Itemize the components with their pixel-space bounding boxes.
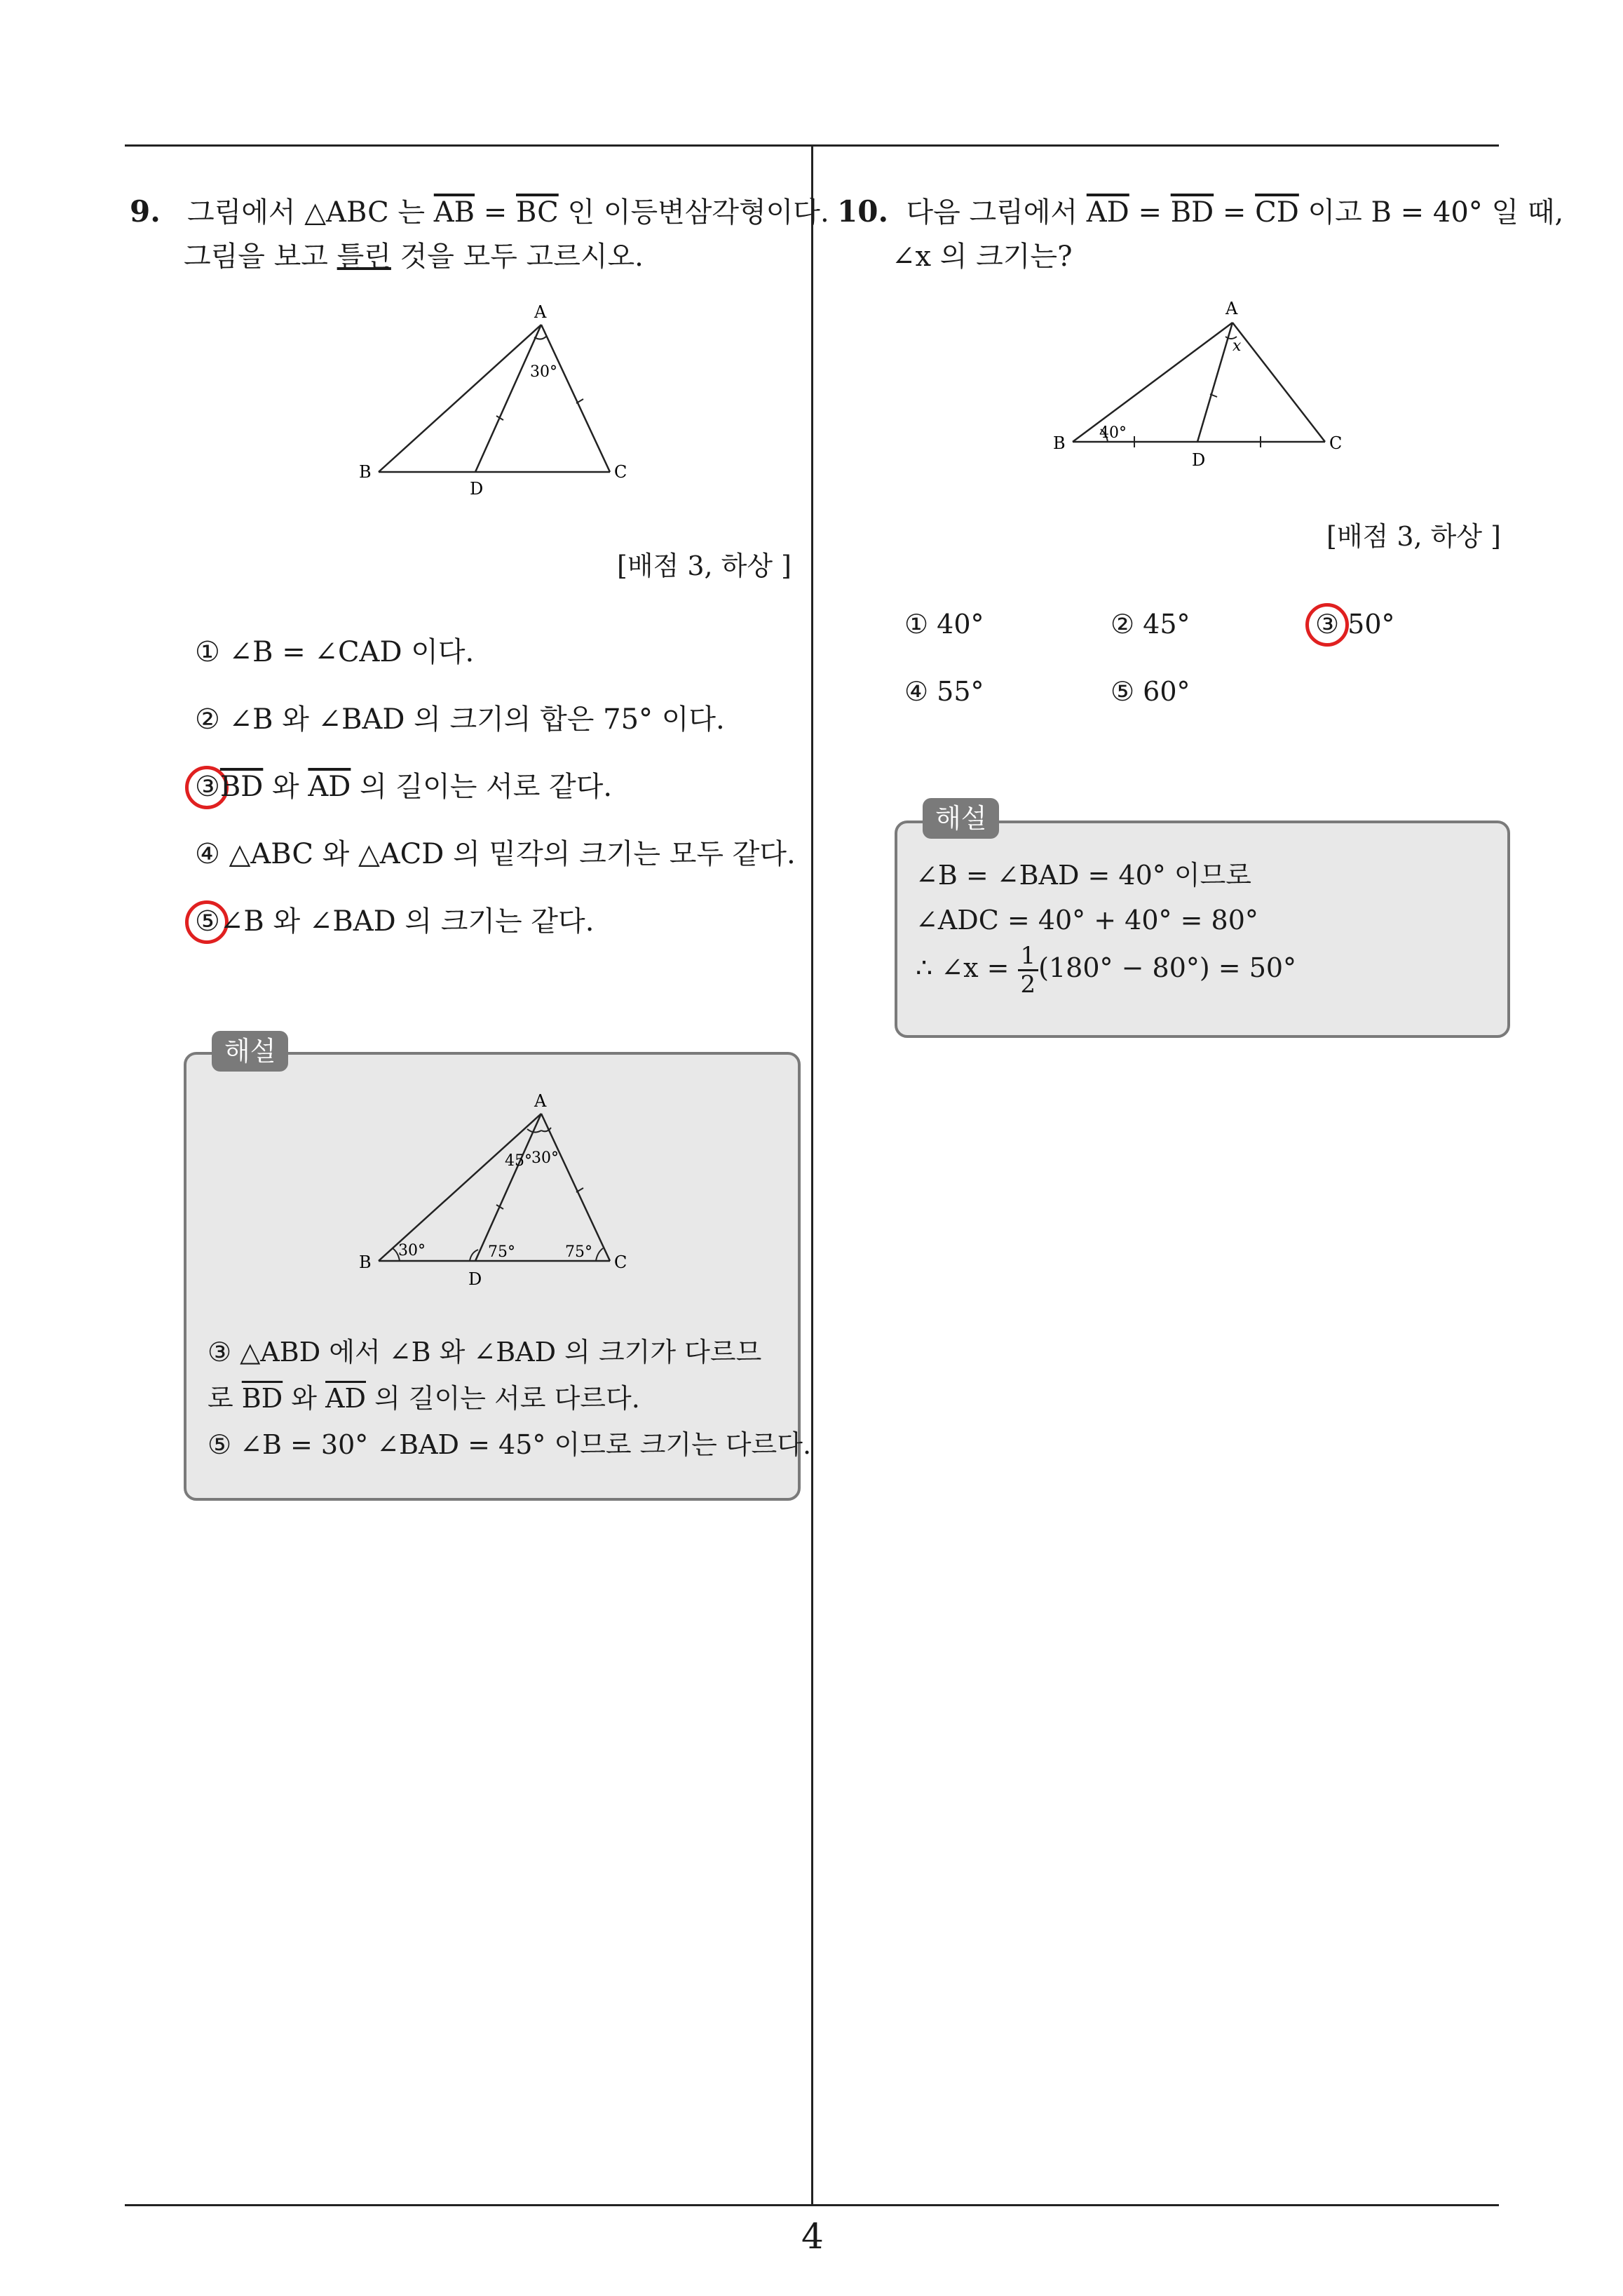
q10-option-4-mark: ④ <box>904 676 929 707</box>
q9-sol-label-c: C <box>614 1252 627 1272</box>
q10-sol-frac-num: 1 <box>1018 943 1039 971</box>
q9-line2-underlined: 틀린 <box>337 241 391 273</box>
q10-eq1: = <box>1129 196 1171 229</box>
q10-solution-line2: ∠ADC = 40° + 40° = 80° <box>916 905 1258 936</box>
q10-sol-frac-den: 2 <box>1020 971 1036 999</box>
q9-option-2-text: ∠B 와 ∠BAD 의 크기의 합은 75° 이다. <box>219 703 725 736</box>
q10-option-4-text: 55° <box>928 676 984 707</box>
q10-triangle-figure <box>1045 293 1360 475</box>
q10-option-3-text: 50° <box>1339 609 1395 640</box>
q10-line1-b: 이고 B = 40° 일 때, <box>1298 196 1564 229</box>
q9-solution-tab: 해설 <box>212 1031 288 1072</box>
q9-option-1-text: ∠B = ∠CAD 이다. <box>219 636 475 668</box>
q9-option-2 <box>195 698 725 741</box>
q9-option-4 <box>195 833 796 875</box>
q10-option-3 <box>1315 609 1395 640</box>
q9-sol-line2-bd: $\overline{BD}$ <box>241 1383 283 1414</box>
q9-line2-b: 것을 모두 고르시오. <box>391 241 644 273</box>
q9-segment-bc: $\overline{BC}$ <box>516 196 559 229</box>
q9-fig-label-a: A <box>534 302 547 322</box>
column-divider <box>811 144 813 2206</box>
q10-segment-cd: $\overline{CD}$ <box>1255 196 1299 229</box>
q10-solution-line3 <box>916 943 1296 998</box>
bottom-rule <box>125 2204 1499 2206</box>
q10-option-4 <box>904 676 984 707</box>
q10-segment-ad: $\overline{AD}$ <box>1086 196 1129 229</box>
q9-sol-angle-c75: 75° <box>565 1243 592 1261</box>
q10-fig-label-a: A <box>1225 299 1238 318</box>
q9-line2-a: 그림을 보고 <box>184 241 337 273</box>
q9-option-5-mark: ⑤ <box>195 905 220 938</box>
q9-option-4-text: △ABC 와 △ACD 의 밑각의 크기는 모두 같다. <box>219 838 796 870</box>
q9-sol-label-a: A <box>534 1091 547 1111</box>
q9-eq: = <box>475 196 516 229</box>
q10-line2: ∠x 의 크기는? <box>892 241 1073 273</box>
q9-fig-label-c: C <box>614 462 627 482</box>
q10-fig-label-x: x <box>1232 337 1242 355</box>
q9-sol-label-b: B <box>359 1252 372 1272</box>
q9-line1-a: 그림에서 △ABC 는 <box>187 196 434 229</box>
q10-fig-label-b: B <box>1053 433 1066 453</box>
q10-segment-bd: $\overline{BD}$ <box>1170 196 1214 229</box>
q10-option-1-mark: ① <box>904 609 929 640</box>
q9-score: [배점 3, 하상 ] <box>617 551 792 581</box>
q10-score: [배점 3, 하상 ] <box>1326 521 1501 552</box>
q10-option-1-text: 40° <box>928 609 984 640</box>
q9-sol-label-d: D <box>468 1269 482 1289</box>
q10-sol-line3-a: ∴ ∠x = <box>916 952 1018 983</box>
q9-triangle-figure <box>351 298 645 501</box>
q10-fig-label-d: D <box>1192 450 1206 470</box>
q10-option-1 <box>904 609 984 640</box>
q10-option-5-text: 60° <box>1134 676 1190 707</box>
q9-line1 <box>130 191 829 234</box>
q9-solution-figure <box>351 1087 645 1290</box>
q9-sol-line2-c: 의 길이는 서로 다르다. <box>366 1383 640 1414</box>
q9-option-5-text: ∠B 와 ∠BAD 의 크기는 같다. <box>219 905 595 938</box>
q9-fig-label-b: B <box>359 462 372 482</box>
page-number: 4 <box>801 2216 824 2257</box>
q10-solution-tab: 해설 <box>923 798 999 839</box>
q9-option-3 <box>195 766 612 808</box>
q10-sol-line3-b: (180° − 80°) = 50° <box>1038 952 1297 983</box>
q9-option-2-mark: ② <box>195 703 220 736</box>
q10-line1 <box>837 191 1563 234</box>
q9-option-3-ad: $\overline{AD}$ <box>308 771 351 803</box>
q9-option-1-mark: ① <box>195 636 220 668</box>
q9-sol-angle-d75: 75° <box>488 1243 515 1261</box>
q10-eq2: = <box>1214 196 1256 229</box>
q9-fig-label-d: D <box>470 479 484 499</box>
q10-sol-fraction <box>1018 943 1039 998</box>
q9-sol-line2-ad: $\overline{AD}$ <box>325 1383 366 1414</box>
q10-fig-angle: 40° <box>1099 424 1127 442</box>
q9-option-4-mark: ④ <box>195 838 220 870</box>
q10-fig-label-c: C <box>1329 433 1343 453</box>
q9-option-1 <box>195 631 474 673</box>
q10-option-3-mark: ③ <box>1315 609 1340 640</box>
q9-option-3-rest: 의 길이는 서로 같다. <box>351 771 613 803</box>
q10-option-2 <box>1111 609 1190 640</box>
q9-sol-angle-30: 30° <box>531 1149 559 1167</box>
q10-number: 10. <box>837 194 889 229</box>
q9-solution-line3: ⑤ ∠B = 30° ∠BAD = 45° 이므로 크기는 다르다. <box>208 1429 812 1460</box>
q10-option-5 <box>1111 676 1190 707</box>
q10-option-2-text: 45° <box>1134 609 1190 640</box>
q10-solution-line1: ∠B = ∠BAD = 40° 이므로 <box>916 860 1251 891</box>
q10-option-5-mark: ⑤ <box>1111 676 1135 707</box>
q9-sol-angle-45: 45° <box>505 1152 532 1170</box>
q9-line1-b: 인 이등변삼각형이다. <box>558 196 829 229</box>
q9-sol-line2-b: 와 <box>283 1383 326 1414</box>
q9-number: 9. <box>130 194 161 229</box>
q9-option-3-mark: ③ <box>195 771 220 803</box>
q9-option-5 <box>195 900 594 943</box>
q10-option-2-mark: ② <box>1111 609 1135 640</box>
q9-solution-line2 <box>208 1376 640 1421</box>
q9-solution-line1: ③ △ABD 에서 ∠B 와 ∠BAD 의 크기가 다르므 <box>208 1337 762 1368</box>
q9-segment-ab: $\overline{AB}$ <box>433 196 475 229</box>
q9-fig-angle: 30° <box>530 363 557 381</box>
q9-sol-angle-b30: 30° <box>398 1242 426 1260</box>
q9-line2 <box>184 236 644 278</box>
q9-option-3-wa: 와 <box>263 771 308 803</box>
q9-option-3-bd: $\overline{BD}$ <box>219 771 264 803</box>
q10-line1-a: 다음 그림에서 <box>906 196 1087 229</box>
q9-sol-line2-a: 로 <box>208 1383 242 1414</box>
